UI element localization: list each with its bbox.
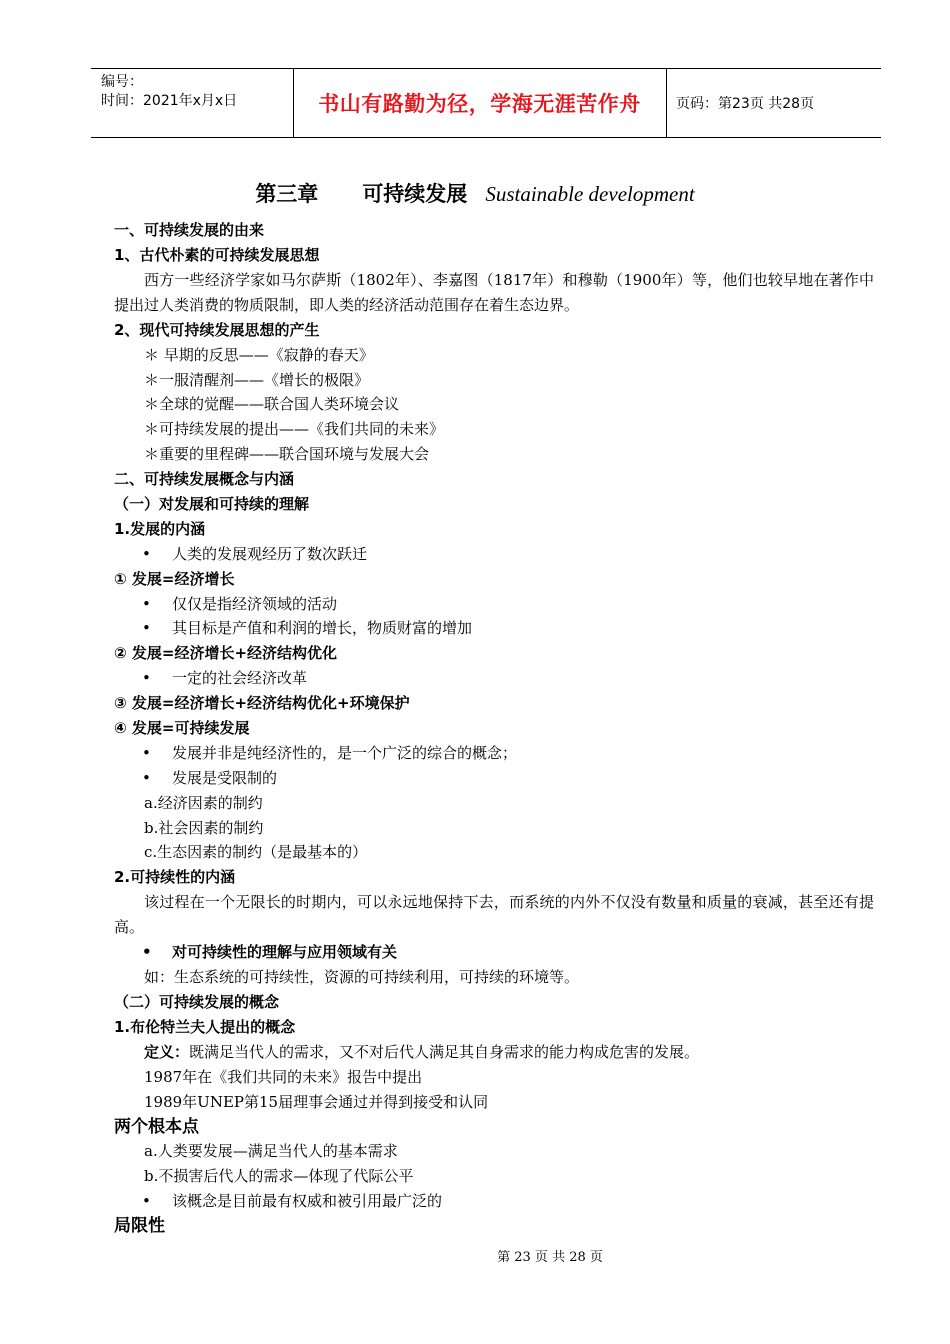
subsection-heading: 1、古代朴素的可持续发展思想 bbox=[114, 245, 320, 264]
subsection-heading: 2.可持续性的内涵 bbox=[114, 868, 236, 887]
bullet-icon: • bbox=[142, 943, 152, 962]
numbered-heading: ④ 发展=可持续发展 bbox=[114, 719, 250, 738]
subsection-heading: 1.发展的内涵 bbox=[114, 519, 206, 538]
section-heading: 一、可持续发展的由来 bbox=[114, 221, 265, 239]
star-item: ＊重要的里程碑——联合国环境与发展大会 bbox=[144, 445, 430, 464]
header-motto-cell bbox=[293, 69, 667, 137]
bullet-item bbox=[114, 616, 874, 641]
paragraph: 该过程在一个无限长的时期内，可以永远地保持下去，而系统的内外不仅没有数量和质量的衰减，甚至还有提高。 bbox=[114, 893, 874, 937]
lettered-item: a.人类要发展—满足当代人的基本需求 bbox=[144, 1142, 398, 1161]
year-line: 1987年在《我们共同的未来》报告中提出 bbox=[144, 1067, 423, 1086]
bullet-item bbox=[114, 542, 874, 567]
lettered-item: b.社会因素的制约 bbox=[144, 818, 264, 837]
document-body bbox=[114, 218, 874, 1239]
chapter-title-zh: 可持续发展 bbox=[362, 182, 468, 206]
header-motto: 书山有路勤为径，学海无涯苦作舟 bbox=[318, 91, 641, 116]
time-label: 时间：2021年x月x日 bbox=[101, 93, 238, 109]
paragraph: 西方一些经济学家如马尔萨斯（1802年）、李嘉图（1817年）和穆勒（1900年）等，他们也较早地在著作中提出过人类消费的物质限制，即人类的经济活动范围存在着生态边界。 bbox=[114, 270, 874, 314]
chapter-title-en: Sustainable development bbox=[485, 182, 695, 206]
bullet-icon: • bbox=[142, 743, 151, 762]
bullet-text: 发展是受限制的 bbox=[172, 768, 278, 787]
example-line: 如：生态系统的可持续性，资源的可持续利用，可持续的环境等。 bbox=[144, 968, 580, 987]
bullet-item bbox=[114, 666, 874, 691]
header-table bbox=[91, 68, 881, 138]
subsection-heading: （一）对发展和可持续的理解 bbox=[114, 495, 310, 514]
star-item: ＊ 早期的反思——《寂静的春天》 bbox=[144, 345, 374, 364]
definition-label: 定义： bbox=[144, 1042, 190, 1061]
page-footer: 第 23 页 共 28 页 bbox=[497, 1250, 603, 1265]
definition-line bbox=[114, 1040, 874, 1065]
bullet-icon: • bbox=[142, 768, 151, 787]
star-item: ＊一服清醒剂——《增长的极限》 bbox=[144, 370, 370, 389]
bullet-text: 人类的发展观经历了数次跃迁 bbox=[172, 544, 368, 563]
bullet-item bbox=[114, 940, 874, 965]
bullet-icon: • bbox=[142, 594, 151, 613]
star-item: ＊全球的觉醒——联合国人类环境会议 bbox=[144, 395, 400, 414]
bullet-icon: • bbox=[142, 619, 151, 638]
year-line: 1989年UNEP第15届理事会通过并得到接受和认同 bbox=[144, 1092, 489, 1111]
section-heading: 二、可持续发展概念与内涵 bbox=[114, 470, 295, 489]
bullet-icon: • bbox=[142, 1192, 151, 1211]
bullet-text: 对可持续性的理解与应用领域有关 bbox=[172, 943, 398, 962]
bullet-text: 该概念是目前最有权威和被引用最广泛的 bbox=[172, 1192, 443, 1211]
bullet-item bbox=[114, 592, 874, 617]
bullet-item bbox=[114, 741, 874, 766]
numbered-heading: ② 发展=经济增长+经济结构优化 bbox=[114, 644, 338, 663]
bullet-item bbox=[114, 766, 874, 791]
definition-text: 既满足当代人的需求，又不对后代人满足其自身需求的能力构成危害的发展。 bbox=[189, 1042, 700, 1061]
header-meta-cell bbox=[91, 69, 294, 137]
lettered-item: c.生态因素的制约（是最基本的） bbox=[144, 843, 368, 862]
bullet-item bbox=[114, 1189, 874, 1214]
lettered-item: b.不损害后代人的需求—体现了代际公平 bbox=[144, 1167, 414, 1186]
bullet-text: 发展并非是纯经济性的，是一个广泛的综合的概念； bbox=[172, 743, 518, 762]
bullet-icon: • bbox=[142, 544, 151, 563]
bullet-text: 仅仅是指经济领域的活动 bbox=[172, 594, 338, 613]
chapter-number: 第三章 bbox=[255, 182, 319, 206]
header-page-info: 页码：第23页 共28页 bbox=[676, 96, 815, 112]
lettered-item: a.经济因素的制约 bbox=[144, 793, 263, 812]
numbered-heading: ① 发展=经济增长 bbox=[114, 569, 235, 588]
bullet-icon: • bbox=[142, 669, 151, 688]
header-page-cell bbox=[666, 69, 881, 137]
subsection-heading: （二）可持续发展的概念 bbox=[114, 993, 280, 1012]
subsection-heading: 2、现代可持续发展思想的产生 bbox=[114, 320, 320, 339]
chapter-title bbox=[0, 178, 950, 208]
star-item: ＊可持续发展的提出——《我们共同的未来》 bbox=[144, 420, 445, 439]
topic-heading: 两个根本点 bbox=[114, 1116, 199, 1137]
bullet-text: 一定的社会经济改革 bbox=[172, 669, 308, 688]
numbered-heading: ③ 发展=经济增长+经济结构优化+环境保护 bbox=[114, 694, 410, 713]
topic-heading: 局限性 bbox=[114, 1216, 165, 1237]
serial-label: 编号： bbox=[101, 74, 143, 90]
subsection-heading: 1.布伦特兰夫人提出的概念 bbox=[114, 1017, 296, 1036]
bullet-text: 其目标是产值和利润的增长，物质财富的增加 bbox=[172, 619, 473, 638]
